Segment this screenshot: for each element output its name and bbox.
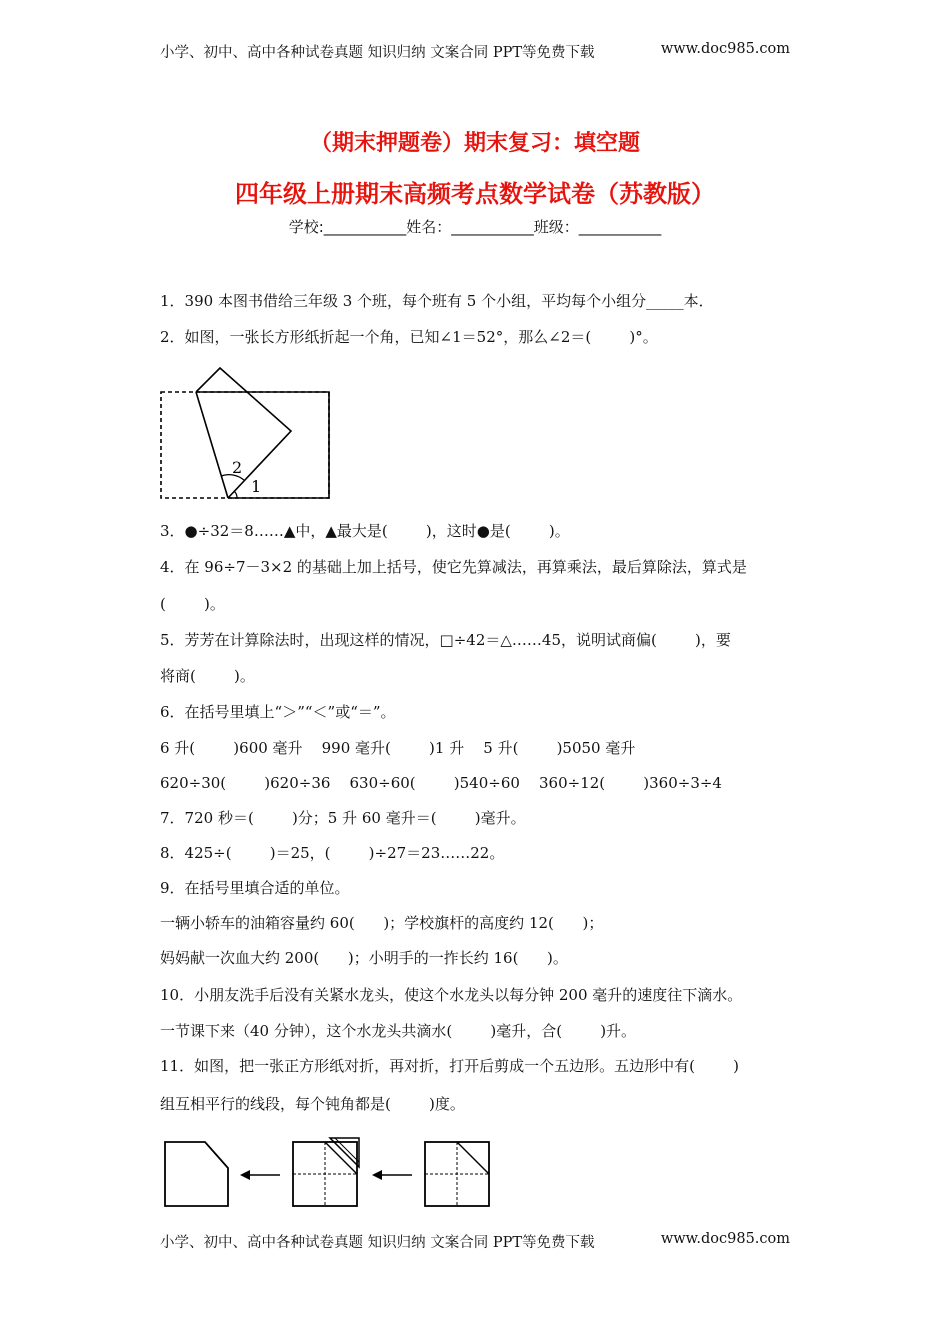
- arrow-left-2-head: [372, 1170, 382, 1180]
- angle-1-arc: [234, 491, 237, 498]
- title-sub: 四年级上册期末高频考点数学试卷（苏教版）: [235, 180, 715, 208]
- question-7: 7．720 秒＝( )分；5 升 60 毫升＝( )毫升。: [160, 809, 526, 827]
- rectangle-outline: [196, 392, 329, 498]
- question-2: 2．如图，一张长方形纸折起一个角，已知∠1＝52°，那么∠2＝( )°。: [160, 328, 658, 346]
- paper-folding-figure: [160, 1138, 500, 1213]
- arrow-left-1-head: [240, 1170, 250, 1180]
- question-8: 8．425÷( )＝25，( )÷27＝23……22。: [160, 844, 505, 862]
- angle-1-label: 1: [251, 477, 262, 496]
- cut-line: [325, 1142, 357, 1174]
- page-footer: [160, 1231, 790, 1252]
- question-5-cont: 将商( )。: [160, 667, 255, 685]
- question-10-cont: 一节课下来（40 分钟），这个水龙头共滴水( )毫升，合( )升。: [160, 1022, 637, 1040]
- question-10: 10．小朋友洗手后没有关紧水龙头，使这个水龙头以每分钟 200 毫升的速度往下滴水。: [160, 986, 743, 1004]
- rectangle-dashed-edge: [161, 392, 329, 498]
- page-header: [160, 41, 790, 62]
- fold-line: [196, 392, 228, 498]
- angle-2-label: 2: [232, 458, 243, 477]
- question-9: 9．在括号里填合适的单位。: [160, 879, 350, 897]
- footer-url[interactable]: www.doc985.com: [660, 1231, 790, 1247]
- pentagon-shape: [165, 1142, 228, 1206]
- question-6: 6．在括号里填上“＞”“＜”或“＝”。: [160, 703, 396, 721]
- header-url[interactable]: www.doc985.com: [660, 41, 790, 57]
- question-4: 4．在 96÷7－3×2 的基础上加上括号，使它先算减法，再算乘法，最后算除法，算式是: [160, 558, 747, 576]
- footer-left-text: 小学、初中、高中各种试卷真题 知识归纳 文案合同 PPT等免费下载: [160, 1235, 595, 1251]
- student-info-line: 学校:___________姓名：___________班级：___________: [288, 218, 662, 236]
- title-main: （期末押题卷）期末复习：填空题: [309, 131, 640, 156]
- question-9-row-2: 妈妈献一次血大约 200( )；小明手的一拃长约 16( )。: [160, 949, 568, 967]
- question-5: 5．芳芳在计算除法时，出现这样的情况，□÷42＝△……45，说明试商偏( )，要: [160, 631, 731, 649]
- question-6-row-1: 6 升( )600 毫升 990 毫升( )1 升 5 升( )5050 毫升: [160, 739, 636, 757]
- question-11: 11．如图，把一张正方形纸对折，再对折，打开后剪成一个五边形。五边形中有( ): [160, 1057, 739, 1075]
- question-11-cont: 组互相平行的线段，每个钝角都是( )度。: [160, 1095, 465, 1113]
- question-1: 1．390 本图书借给三年级 3 个班，每个班有 5 个小组，平均每个小组分_____本．: [160, 292, 714, 310]
- question-9-row-1: 一辆小轿车的油箱容量约 60( )；学校旗杆的高度约 12( )；: [160, 914, 604, 932]
- folded-corner: [196, 368, 291, 498]
- folded-rectangle-figure: [158, 366, 333, 506]
- question-3: 3．●÷32＝8……▲中，▲最大是( )，这时●是( )。: [160, 522, 570, 540]
- header-left-text: 小学、初中、高中各种试卷真题 知识归纳 文案合同 PPT等免费下载: [160, 45, 595, 61]
- question-6-row-2: 620÷30( )620÷36 630÷60( )540÷60 360÷12( )360÷3÷4: [160, 774, 722, 792]
- folded-cut-line: [457, 1142, 489, 1174]
- question-4-cont: ( )。: [160, 595, 225, 613]
